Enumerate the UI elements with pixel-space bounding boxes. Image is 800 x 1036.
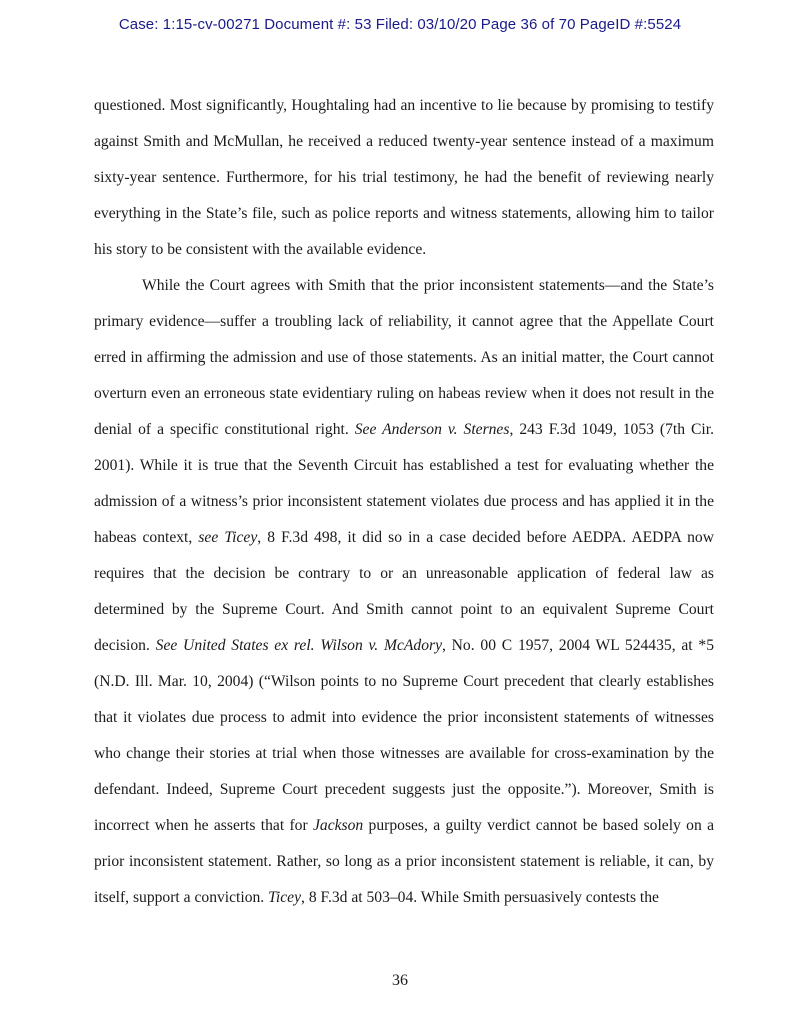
paragraph-2-text-2: , 243 F.3d 1049, 1053 (7th Cir. 2001). While it is true that the Seventh Circuit has established a test for evaluating whether the admission of a witness’s prior inconsistent statement violates due process and has applied it in the habeas context, bbox=[94, 421, 714, 546]
paragraph-1 bbox=[94, 88, 714, 268]
case-header: Case: 1:15-cv-00271 Document #: 53 Filed: 03/10/20 Page 36 of 70 PageID #:5524 bbox=[118, 16, 682, 33]
citation-ticey-2: Ticey bbox=[268, 889, 302, 906]
paragraph-2-text-6: , 8 F.3d at 503–04. While Smith persuasively contests the bbox=[301, 889, 659, 906]
paragraph-1-text: questioned. Most significantly, Houghtaling had an incentive to lie because by promising to testify against Smith and McMullan, he received a reduced twenty-year sentence instead of a maximum sixty-year sentence. Furthermore, for his trial testimony, he had the benefit of reviewing nearly everything in the State’s file, such as police reports and witness statements, allowing him to tailor his story to be consistent with the available evidence. bbox=[94, 97, 714, 258]
citation-jackson: Jackson bbox=[313, 817, 364, 834]
page-number: 36 bbox=[392, 972, 408, 989]
paragraph-2-text-4: , No. 00 C 1957, 2004 WL 524435, at *5 (N.D. Ill. Mar. 10, 2004) (“Wilson points to no Supreme Court precedent that clearly establishes that it violates due process to admit into evidence the prior inconsistent statements of witnesses who change their stories at trial when those witnesses are available for cross-examination by the defendant. Indeed, Supreme Court precedent suggests just the opposite.”). Moreover, Smith is incorrect when he asserts that for bbox=[94, 637, 714, 834]
citation-wilson: See United States ex rel. Wilson v. McAdory bbox=[155, 637, 442, 654]
paragraph-2-text-5: purposes, a guilty verdict cannot be based solely on a prior inconsistent statement. Rather, so long as a prior inconsistent statement is reliable, it can, by itself, support a conviction. bbox=[94, 817, 714, 906]
paragraph-2 bbox=[94, 268, 714, 916]
citation-anderson: See Anderson v. Sternes bbox=[354, 421, 510, 438]
paragraph-2-text-1: While the Court agrees with Smith that the prior inconsistent statements—and the State’s primary evidence—suffer a troubling lack of reliability, it cannot agree that the Appellate Court erred in affirming the admission and use of those statements. As an initial matter, the Court cannot overturn even an erroneous state evidentiary ruling on habeas review when it does not result in the denial of a specific constitutional right. bbox=[94, 277, 714, 438]
citation-ticey: see Ticey bbox=[198, 529, 258, 546]
paragraph-2-text-3: , 8 F.3d 498, it did so in a case decided before AEDPA. AEDPA now requires that the decision be contrary to or an unreasonable application of federal law as determined by the Supreme Court. And Smith cannot point to an equivalent Supreme Court decision. bbox=[94, 529, 714, 654]
document-body bbox=[94, 88, 714, 916]
